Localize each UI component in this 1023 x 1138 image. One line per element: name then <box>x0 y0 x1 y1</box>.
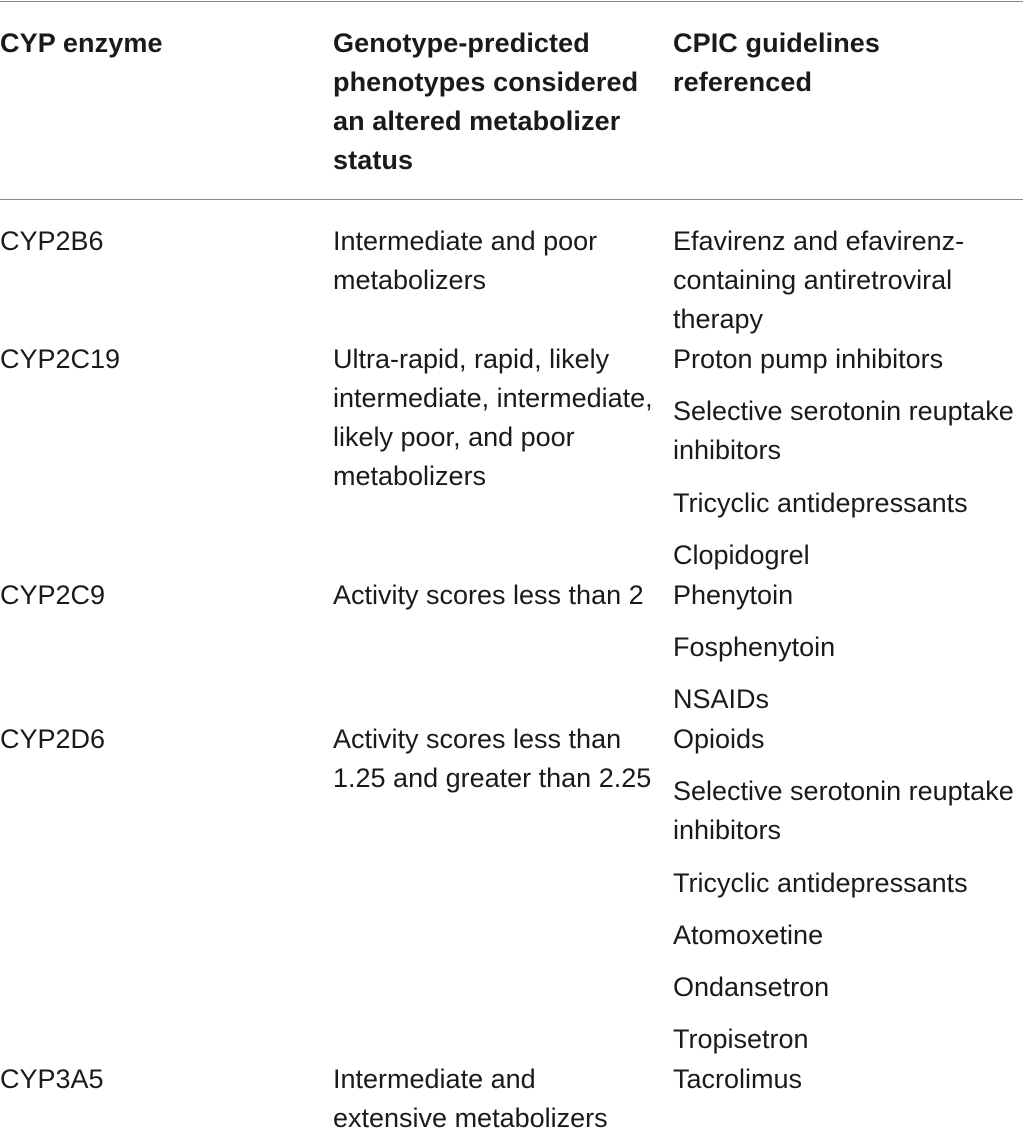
table-cell-phenotypes: Intermediate and poor metabolizers <box>333 226 598 295</box>
table-cell-phenotypes: Intermediate and extensive metabolizers <box>333 1064 608 1133</box>
table-cell-enzyme: CYP2D6 <box>0 724 106 754</box>
header-phenotypes: Genotype-predicted phenotypes considered an altered metabolizer status <box>333 28 639 175</box>
table-header-rule <box>0 199 1023 200</box>
table-cell-guideline: Efavirenz and efavirenz-containing antiretroviral therapy <box>673 226 965 334</box>
table-cell-guideline: Atomoxetine <box>673 920 824 950</box>
table-cell-guideline: NSAIDs <box>673 684 770 714</box>
table-cell-guideline: Tricyclic antidepressants <box>673 868 968 898</box>
table-cell-enzyme: CYP2C9 <box>0 580 106 610</box>
table-cell-phenotypes: Ultra-rapid, rapid, likely intermediate, intermediate, likely poor, and poor metabolizers <box>333 344 653 491</box>
table-cell-guideline: Tricyclic antidepressants <box>673 488 968 518</box>
table-cell-phenotypes: Activity scores less than 1.25 and greater than 2.25 <box>333 724 652 793</box>
table-cell-guideline: Clopidogrel <box>673 540 810 570</box>
table-cell-enzyme: CYP2B6 <box>0 226 104 256</box>
table-cell-guideline: Opioids <box>673 724 765 754</box>
table-top-rule <box>0 1 1023 2</box>
table-cell-guideline: Tropisetron <box>673 1024 809 1054</box>
table-cell-guideline: Fosphenytoin <box>673 632 836 662</box>
table-cell-enzyme: CYP3A5 <box>0 1064 104 1094</box>
table-cell-guideline: Proton pump inhibitors <box>673 344 944 374</box>
header-cpic-guidelines: CPIC guidelines referenced <box>673 28 881 97</box>
table-cell-guideline: Selective serotonin reuptake inhibitors <box>673 396 1014 465</box>
header-cyp-enzyme: CYP enzyme <box>0 28 163 58</box>
table-cell-phenotypes: Activity scores less than 2 <box>333 580 644 610</box>
table-cell-enzyme: CYP2C19 <box>0 344 121 374</box>
table-cell-guideline: Ondansetron <box>673 972 830 1002</box>
table-cell-guideline: Tacrolimus <box>673 1064 803 1094</box>
table-cell-guideline: Selective serotonin reuptake inhibitors <box>673 776 1014 845</box>
table-cell-guideline: Phenytoin <box>673 580 794 610</box>
